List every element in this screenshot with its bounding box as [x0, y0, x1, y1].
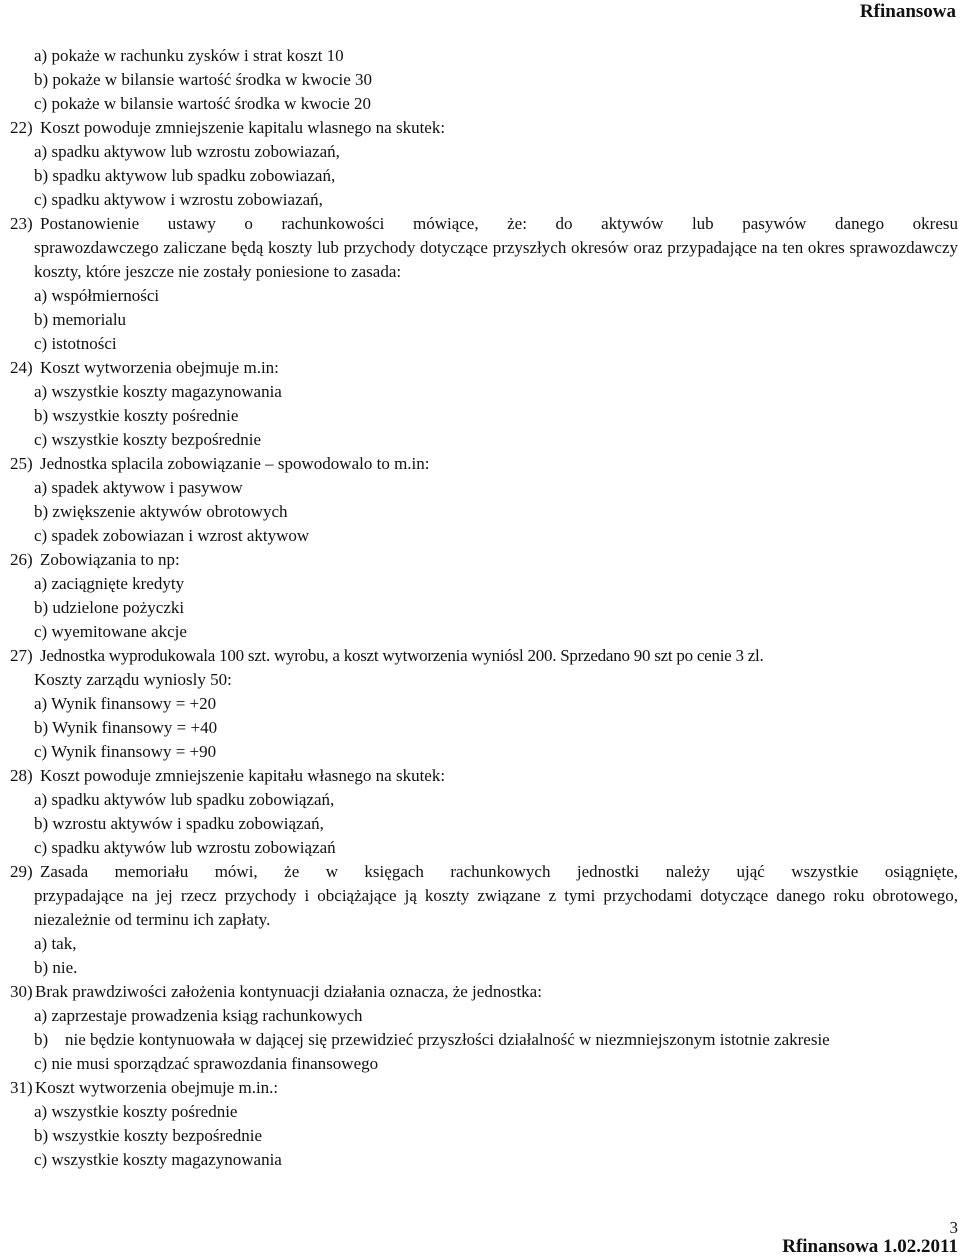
page-number: 3	[949, 1218, 958, 1237]
question-text-continued: Koszty zarządu wyniosly 50:	[34, 670, 232, 689]
question-text: Koszt powoduje zmniejszenie kapitału własnego na skutek:	[40, 766, 446, 785]
answer-option: a) wszystkie koszty magazynowania	[34, 382, 282, 401]
answer-option: c) wszystkie koszty bezpośrednie	[34, 430, 262, 449]
answer-option: b) wszystkie koszty bezpośrednie	[34, 1126, 263, 1145]
question-text: Jednostka wyprodukowala 100 szt. wyrobu, a koszt wytworzenia wyniósl 200. Sprzedano 90 szt po cenie 3 zl.	[40, 646, 764, 665]
page-header-title: Rfinansowa	[859, 1, 956, 22]
answer-option: b) nie.	[34, 958, 78, 977]
answer-option: c) spadku aktywow i wzrostu zobowiazań,	[34, 190, 323, 209]
question-text-continued: sprawozdawczego zaliczane będą koszty lub przychody dotyczące przyszłych okresów oraz przypadające na ten okres sprawozdawczy koszty, które jeszcze nie zostały poniesione to zasada:	[34, 238, 958, 281]
question-number: 27)	[10, 646, 33, 665]
question-number: 28)	[10, 766, 33, 785]
question-22	[10, 116, 958, 140]
answer-option: b) wzrostu aktywów i spadku zobowiązań,	[34, 814, 324, 833]
document-body	[10, 44, 958, 1172]
answer-option: a) zaprzestaje prowadzenia ksiąg rachunkowych	[34, 1006, 363, 1025]
answer-option: c) Wynik finansowy = +90	[34, 742, 217, 761]
question-text: Zobowiązania to np:	[40, 550, 180, 569]
question-29	[10, 860, 958, 884]
question-number: 29)	[10, 862, 33, 881]
answer-option: a) Wynik finansowy = +20	[34, 694, 217, 713]
answer-option: a) spadku aktywow lub wzrostu zobowiazań,	[34, 142, 340, 161]
question-31	[10, 1076, 958, 1100]
answer-option: b) udzielone pożyczki	[34, 598, 185, 617]
question-text: Koszt wytworzenia obejmuje m.in.:	[35, 1078, 279, 1097]
answer-option: a) zaciągnięte kredyty	[34, 574, 185, 593]
question-28	[10, 764, 958, 788]
question-text: Koszt wytworzenia obejmuje m.in:	[40, 358, 279, 377]
question-text: Jednostka splacila zobowiązanie – spowodowalo to m.in:	[40, 454, 430, 473]
answer-option: c) spadek zobowiazan i wzrost aktywow	[34, 526, 310, 545]
answer-option: b) spadku aktywow lub spadku zobowiazań,	[34, 166, 336, 185]
question-number: 26)	[10, 550, 33, 569]
answer-option: b) Wynik finansowy = +40	[34, 718, 218, 737]
answer-option: c) wyemitowane akcje	[34, 622, 187, 641]
question-23	[10, 212, 958, 236]
answer-option: a) tak,	[34, 934, 77, 953]
answer-option: b) zwiększenie aktywów obrotowych	[34, 502, 288, 521]
list-item: c) pokaże w bilansie wartość środka w kwocie 20	[34, 94, 372, 113]
list-item: b) pokaże w bilansie wartość środka w kwocie 30	[34, 70, 373, 89]
question-26	[10, 548, 958, 572]
answer-option: c) wszystkie koszty magazynowania	[34, 1150, 282, 1169]
list-item: a) pokaże w rachunku zysków i strat koszt 10	[34, 46, 344, 65]
answer-option: a) wszystkie koszty pośrednie	[34, 1102, 238, 1121]
answer-option: c) nie musi sporządzać sprawozdania finansowego	[34, 1054, 379, 1073]
answer-option: c) spadku aktywów lub wzrostu zobowiązań	[34, 838, 336, 857]
question-number: 30)	[10, 982, 33, 1001]
answer-option-text: nie będzie kontynuowała w dającej się przewidzieć przyszłości działalność w niezmniejszonym istotnie zakresie	[65, 1030, 830, 1049]
question-25	[10, 452, 958, 476]
question-27	[10, 644, 958, 668]
answer-option	[10, 1028, 958, 1052]
question-number: 22)	[10, 118, 33, 137]
answer-option-label: b)	[34, 1030, 49, 1049]
question-text: Postanowienie ustawy o rachunkowości mówiące, że: do aktywów lub pasywów danego okresu	[40, 214, 958, 233]
answer-option: b) wszystkie koszty pośrednie	[34, 406, 239, 425]
question-number: 24)	[10, 358, 33, 377]
answer-option: a) spadku aktywów lub spadku zobowiązań,	[34, 790, 335, 809]
answer-option: a) współmierności	[34, 286, 160, 305]
question-text-continued: przypadające na jej rzecz przychody i obciążające ją koszty związane z tymi przychodami dotyczące danego roku obrotowego, niezależnie od terminu ich zapłaty.	[34, 886, 958, 929]
answer-option: b) memorialu	[34, 310, 127, 329]
answer-option: c) istotności	[34, 334, 117, 353]
page-footer: Rfinansowa 1.02.2011	[782, 1236, 958, 1257]
answer-option: a) spadek aktywow i pasywow	[34, 478, 243, 497]
question-number: 31)	[10, 1078, 33, 1097]
question-number: 25)	[10, 454, 33, 473]
question-number: 23)	[10, 214, 33, 233]
question-30	[10, 980, 958, 1004]
question-24	[10, 356, 958, 380]
question-text: Brak prawdziwości założenia kontynuacji działania oznacza, że jednostka:	[35, 982, 542, 1001]
question-text: Koszt powoduje zmniejszenie kapitalu wlasnego na skutek:	[40, 118, 446, 137]
question-text: Zasada memoriału mówi, że w księgach rachunkowych jednostki należy ująć wszystkie osiągnięte,	[40, 862, 958, 881]
